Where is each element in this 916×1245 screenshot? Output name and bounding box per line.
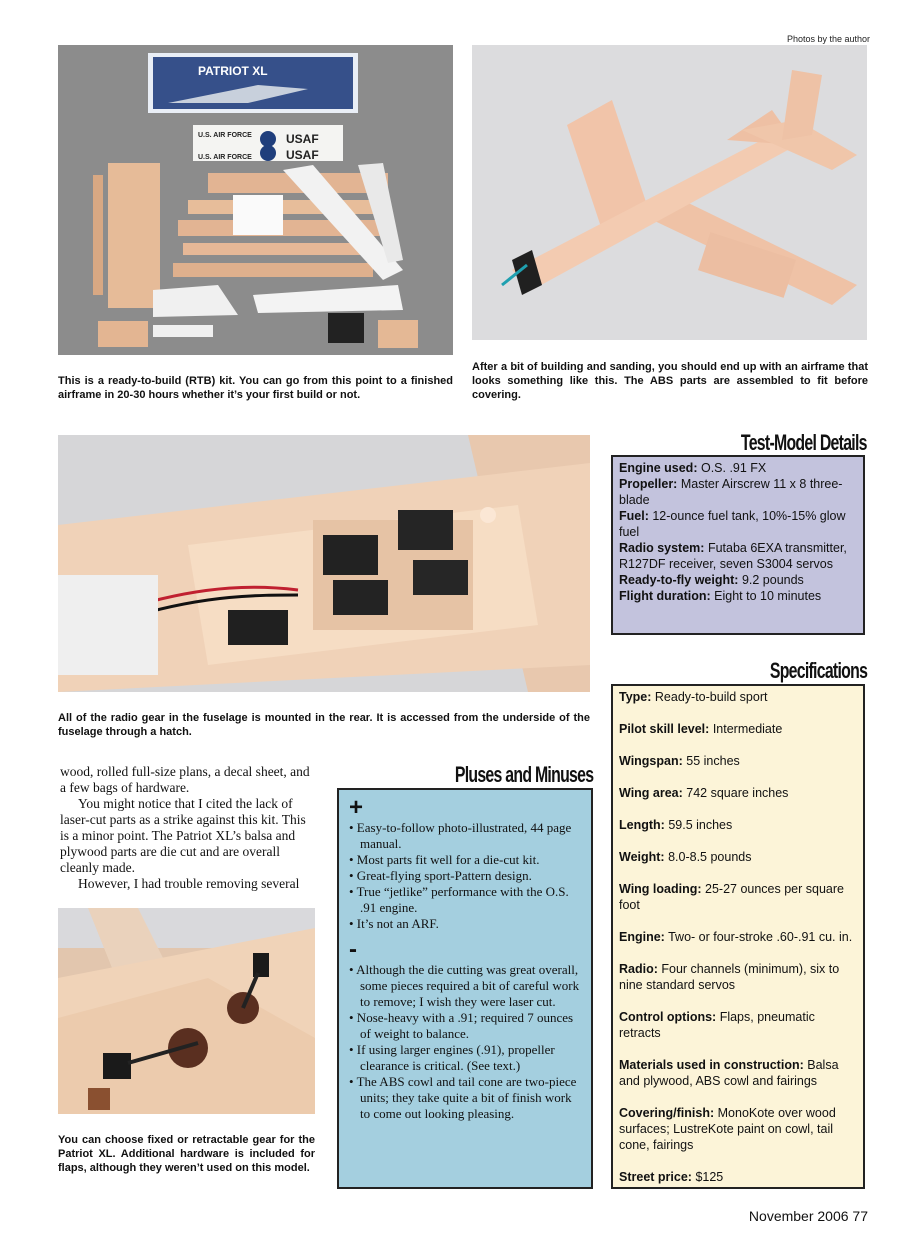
pluses-minuses-box bbox=[337, 788, 593, 1189]
spec-item: Type: Ready-to-build sport bbox=[619, 690, 768, 704]
plus-item: • Easy-to-follow photo-illustrated, 44 page manual. bbox=[349, 820, 572, 851]
spec-item: Control options: Flaps, pneumatic retracts bbox=[619, 1010, 815, 1040]
minus-item: • If using larger engines (.91), propeller clearance is critical. (See text.) bbox=[349, 1042, 555, 1073]
specifications-heading: Specifications bbox=[769, 658, 867, 683]
spec-item: Pilot skill level: Intermediate bbox=[619, 722, 783, 736]
decal-text-2: USAF bbox=[286, 132, 319, 146]
test-model-heading: Test-Model Details bbox=[741, 430, 867, 455]
minus-item: • Nose-heavy with a .91; required 7 ounces of weight to balance. bbox=[349, 1010, 574, 1041]
photo-credit: Photos by the author bbox=[786, 34, 870, 44]
minus-item: • The ABS cowl and tail cone are two-piece units; they take quite a bit of finish work to come out looking pleasing. bbox=[349, 1074, 577, 1121]
landing-gear-photo bbox=[58, 908, 315, 1114]
spec-item: Length: 59.5 inches bbox=[619, 818, 733, 832]
minus-item: • Although the die cutting was great overall, some pieces required a bit of careful work to remove; I wish they were laser cut. bbox=[349, 962, 580, 1009]
test-item: Ready-to-fly weight: 9.2 pounds bbox=[619, 573, 804, 587]
spec-item: Weight: 8.0-8.5 pounds bbox=[619, 850, 752, 864]
spec-item: Wing area: 742 square inches bbox=[619, 786, 789, 800]
radio-gear-caption: All of the radio gear in the fuselage is mounted in the rear. It is accessed from the underside of the fuselage through a hatch. bbox=[58, 712, 590, 738]
radio-gear-photo bbox=[58, 435, 590, 692]
decal-text-4: USAF bbox=[286, 148, 319, 162]
spec-item: Street price: $125 bbox=[619, 1170, 724, 1184]
plus-sign: + bbox=[349, 794, 364, 821]
minuses-list bbox=[349, 962, 581, 1122]
decal-text-3: U.S. AIR FORCE bbox=[198, 154, 252, 161]
test-item: Fuel: 12-ounce fuel tank, 10%-15% glow fuel bbox=[619, 509, 846, 539]
airframe-caption: After a bit of building and sanding, you should end up with an airframe that looks something like this. The ABS parts are assembled to fit before covering. bbox=[472, 361, 868, 401]
pluses-list bbox=[349, 820, 581, 932]
landing-gear-illustration bbox=[58, 908, 315, 1114]
test-item: Propeller: Master Airscrew 11 x 8 three-blade bbox=[619, 477, 843, 507]
test-item: Flight duration: Eight to 10 minutes bbox=[619, 589, 822, 603]
plus-item: • Great-flying sport-Pattern design. bbox=[349, 868, 532, 883]
body-paragraph: wood, rolled full-size plans, a decal sheet, and a few bags of hardware. bbox=[60, 764, 310, 795]
spec-item: Engine: Two- or four-stroke .60-.91 cu. in. bbox=[619, 930, 853, 944]
spec-item: Wing loading: 25-27 ounces per square foot bbox=[619, 882, 844, 912]
specifications-box bbox=[611, 684, 865, 1189]
kit-box-label: PATRIOT XL bbox=[198, 64, 268, 78]
minus-sign: - bbox=[349, 936, 357, 963]
spec-item: Covering/finish: MonoKote over wood surfaces; LustreKote paint on cowl, tail cone, fairings bbox=[619, 1106, 836, 1152]
pluses-minuses-heading: Pluses and Minuses bbox=[454, 762, 593, 787]
test-item: Engine used: O.S. .91 FX bbox=[619, 461, 767, 475]
airframe-illustration bbox=[472, 45, 867, 340]
kit-contents-illustration bbox=[58, 45, 453, 355]
plus-item: • It’s not an ARF. bbox=[349, 916, 439, 931]
spec-item: Radio: Four channels (minimum), six to nine standard servos bbox=[619, 962, 840, 992]
body-paragraph: You might notice that I cited the lack of laser-cut parts as a strike against this kit. This is a minor point. The Patriot XL’s balsa and plywood parts are die cut and are overall cleanly made. bbox=[60, 796, 306, 875]
radio-gear-illustration bbox=[58, 435, 590, 692]
airframe-photo bbox=[472, 45, 867, 340]
decal-text-1: U.S. AIR FORCE bbox=[198, 132, 252, 139]
spec-item: Materials used in construction: Balsa and plywood, ABS cowl and fairings bbox=[619, 1058, 839, 1088]
plus-item: • Most parts fit well for a die-cut kit. bbox=[349, 852, 540, 867]
body-paragraph: However, I had trouble removing several bbox=[78, 876, 300, 891]
kit-contents-caption: This is a ready-to-build (RTB) kit. You can go from this point to a finished airframe in 20-30 hours whether it’s your first build or not. bbox=[58, 375, 453, 401]
landing-gear-caption: You can choose fixed or retractable gear for the Patriot XL. Additional hardware is included for flaps, although they weren’t used on this model. bbox=[58, 1134, 315, 1174]
plus-item: • True “jetlike” performance with the O.S. .91 engine. bbox=[349, 884, 569, 915]
test-model-box bbox=[611, 455, 865, 635]
article-body bbox=[60, 764, 316, 892]
kit-contents-photo bbox=[58, 45, 453, 355]
spec-item: Wingspan: 55 inches bbox=[619, 754, 740, 768]
test-item: Radio system: Futaba 6EXA transmitter, R127DF receiver, seven S3004 servos bbox=[619, 541, 847, 571]
page-footer: November 2006 77 bbox=[748, 1208, 868, 1224]
